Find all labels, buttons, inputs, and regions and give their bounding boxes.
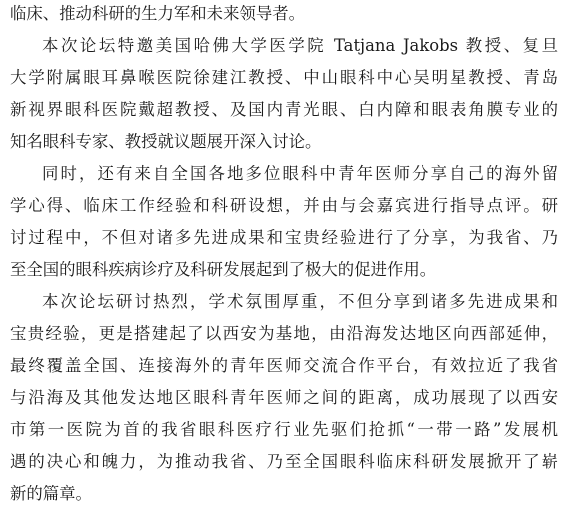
- paragraph-1-line: 新视界眼科医院戴超教授、及国内青光眼、白内障和眼表角膜专业的: [10, 100, 558, 119]
- paragraph-2-line: 至全国的眼科疾病诊疗及科研发展起到了极大的促进作用。: [10, 260, 437, 279]
- paragraph-3-line: 本次论坛研讨热烈，学术氛围厚重，不但分享到诸多先进成果和: [42, 292, 558, 311]
- paragraph-3-line: 遇的决心和魄力，为推动我省、乃至全国眼科临床科研发展掀开了崭: [10, 452, 558, 471]
- paragraph-2-line: 学心得、临床工作经验和科研设想，并由与会嘉宾进行指导点评。研: [10, 196, 558, 215]
- paragraph-3-line: 新的篇章。: [10, 484, 92, 503]
- paragraph-1-line: 知名眼科专家、教授就议题展开深入讨论。: [10, 132, 322, 151]
- paragraph-2-line: 同时，还有来自全国各地多位眼科中青年医师分享自己的海外留: [42, 164, 558, 183]
- paragraph-3-line: 宝贵经验，更是搭建起了以西安为基地，由沿海发达地区向西部延伸，: [10, 324, 558, 343]
- paragraph-3-line: 市第一医院为首的我省眼科医疗行业先驱们抢抓“一带一路”发展机: [10, 420, 558, 439]
- paragraph-3-line: 与沿海及其他发达地区眼科青年医师之间的距离，成功展现了以西安: [10, 388, 558, 407]
- text-line: 临床、推动科研的生力军和未来领导者。: [10, 4, 306, 23]
- paragraph-3-line: 最终覆盖全国、连接海外的青年医师交流合作平台，有效拉近了我省: [10, 356, 558, 375]
- paragraph-1-line: 本次论坛特邀美国哈佛大学医学院 Tatjana Jakobs 教授、复旦: [42, 36, 558, 55]
- paragraph-2-line: 讨过程中，不但对诸多先进成果和宝贵经验进行了分享，为我省、乃: [10, 228, 558, 247]
- paragraph-1-line: 大学附属眼耳鼻喉医院徐建江教授、中山眼科中心吴明星教授、青岛: [10, 68, 558, 87]
